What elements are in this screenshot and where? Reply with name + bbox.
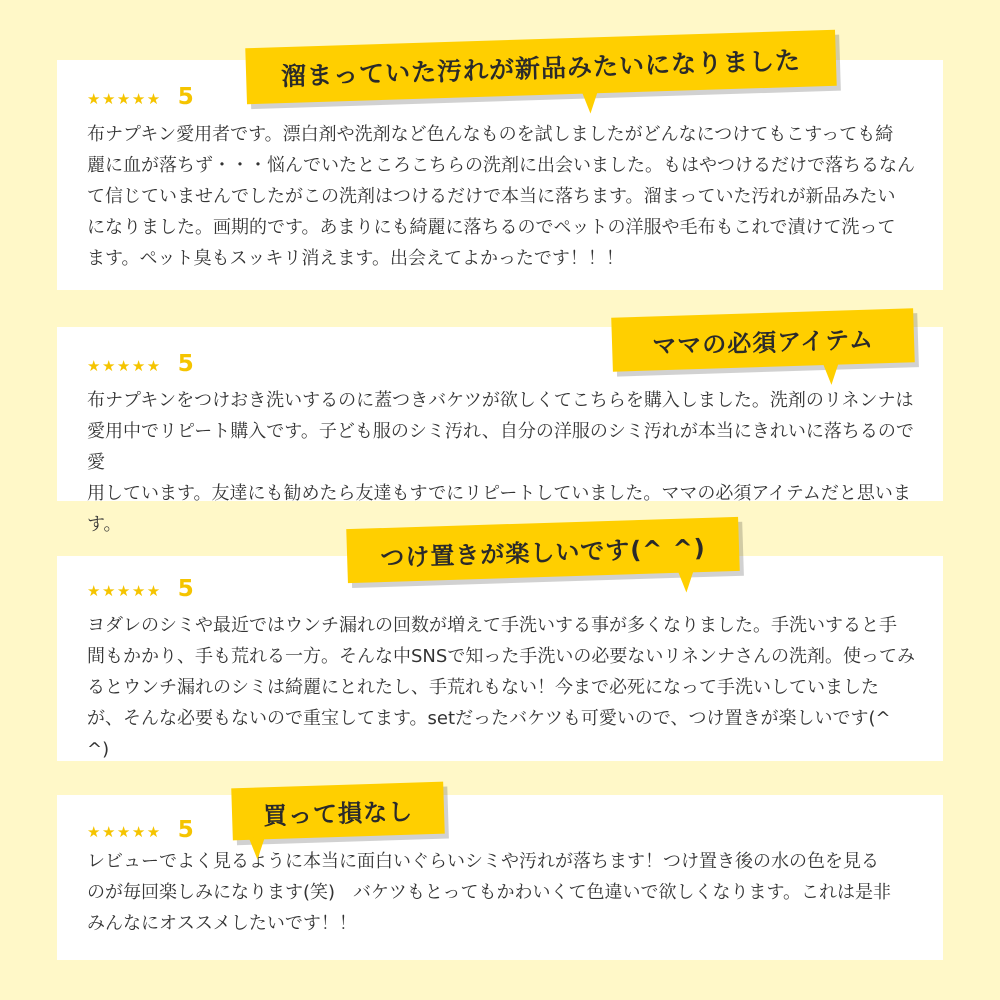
headline-text: ママの必須アイテム [651,325,875,360]
star-rating-icon: ★★★★★ [87,582,162,600]
headline-text: つけ置きが楽しいです(^ ^) [379,533,707,572]
rating-score: 5 [177,351,194,377]
speech-tail-icon [249,837,266,859]
rating [87,576,194,602]
review-text: 布ナプキン愛用者です。漂白剤や洗剤など色んなものを試しましたがどんなにつけてもこすっても綺 麗に血が落ちず・・・悩んでいたところこちらの洗剤に出会いました。もはやつけるだけで落ちるなん て信じていませんでしたがこの洗剤はつけるだけで本当に落ちます。溜まっていた汚れが新品みたい になりました。画期的です。あまりにも綺麗に落ちるのでペットの洋服や毛布もこれで漬けて洗って ます。ペット臭もスッキリ消えます。出会えてよかったです！！！ [87,124,915,269]
rating-score: 5 [177,817,194,843]
star-rating-icon: ★★★★★ [87,357,162,375]
review-card-3 [57,556,943,761]
speech-tail-icon [582,91,599,113]
rating-score: 5 [177,84,194,110]
review-text: レビューでよく見るように本当に面白いぐらいシミや汚れが落ちます！つけ置き後の水の色を見る のが毎回楽しみになります(笑) バケツもとってもかわいくて色違いで欲しくなります。これは是非 みんなにオススメしたいです！！ [87,851,892,934]
speech-tail-icon [678,570,695,592]
rating [87,817,194,843]
headline-text: 買って損なし [262,797,414,830]
review-headline-3 [346,517,740,583]
headline-text: 溜まっていた汚れが新品みたいになりました [280,45,802,92]
review-headline-4 [231,782,445,841]
review-text: ヨダレのシミや最近ではウンチ漏れの回数が増えて手洗いする事が多くなりました。手洗いすると手 間もかかり、手も荒れる一方。そんな中SNSで知った手洗いの必要ないリネンナさんの洗剤。使ってみ るとウンチ漏れのシミは綺麗にとれたし、手荒れもない！今まで必死になって手洗いしていました が、そんな必要もないので重宝してます。setだったバケツも可愛いので、つけ置きが楽しいです(^ ^) [87,615,915,760]
rating [87,351,194,377]
star-rating-icon: ★★★★★ [87,90,162,108]
rating [87,84,194,110]
rating-score: 5 [177,576,194,602]
speech-tail-icon [823,363,840,385]
review-text: 布ナプキンをつけおき洗いするのに蓋つきバケツが欲しくてこちらを購入しました。洗剤のリネンナは 愛用中でリピート購入です。子ども服のシミ汚れ、自分の洋服のシミ汚れが本当にきれいに落ちるので愛 用しています。友達にも勧めたら友達もすでにリピートしていました。ママの必須アイテムだと思います。 [87,390,914,535]
review-headline-2 [611,308,915,371]
star-rating-icon: ★★★★★ [87,823,162,841]
review-card-4 [57,795,943,960]
